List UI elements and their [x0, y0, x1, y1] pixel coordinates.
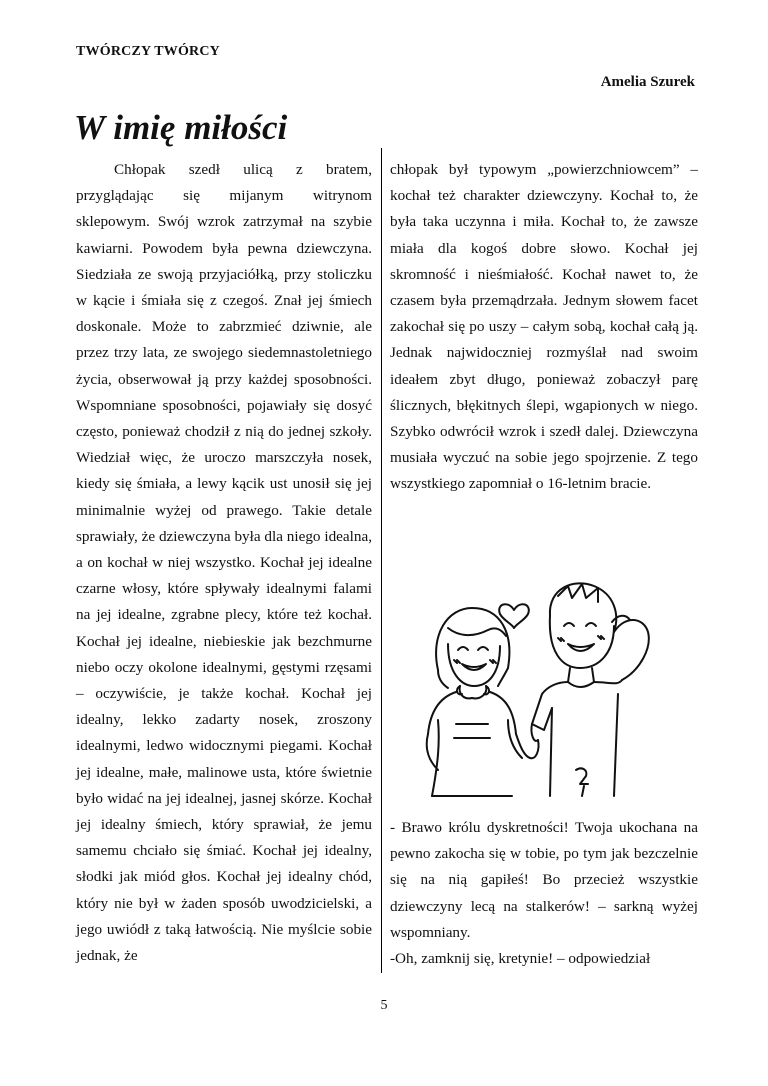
column-divider [381, 148, 382, 973]
right-column-top [390, 157, 698, 498]
dialogue-line-2: -Oh, zamknij się, kretynie! – odpowiedział [390, 950, 651, 968]
right-column-paragraph: chłopak był typowym „powierzchniowcem” – kochał też charakter dziewczyny. Kochał to, że była taka uczynna i miła. Kochał to, że zawsze miała dla kogoś dobre słowo. Kochał jej skromność i nieśmiałość. Kochał nawet to, że czasem była przemądrzała. Jednym słowem facet zakochał się po uszy – całym sobą, kochał całą ją. Jednak najwidoczniej rozmyślał nad swoim ideałem zbyt długo, ponieważ zobaczył parę ślicznych, błękitnych ślepi, wgapionych w niego. Szybko odwrócił wzrok i szedł dalej. Dziewczyna musiała wyczuć na sobie jego spojrzenie. Z tego wszystkiego zapomniał o 16-letnim bracie. [390, 161, 698, 493]
couple-illustration-icon [408, 574, 668, 802]
left-column [76, 157, 372, 969]
author-name: Amelia Szurek [600, 74, 695, 90]
page-number: 5 [380, 998, 388, 1013]
dialogue-line-1: - Brawo królu dyskretności! Twoja ukochana na pewno zakocha się w tobie, po tym jak bezczelnie się na nią gapiłeś! Bo przecież wszystkie dziewczyny lecą na stalkerów! – sarkną wyżej wspomniany. [390, 819, 698, 941]
left-column-paragraph: Chłopak szedł ulicą z bratem, przyglądając się mijanym witrynom sklepowym. Swój wzrok zatrzymał na szybie kawiarni. Powodem była pewna dziewczyna. Siedziała ze swoją przyjaciółką, przy stoliczku w kącie i śmiała się z czegoś. Znał jej śmiech doskonale. Może to zabrzmieć dziwnie, ale przez trzy lata, ze swojego siedemnastoletniego życia, obserwował ją przy każdej sposobności. Wspomniane sposobności, pojawiały się dosyć często, ponieważ chodził z nią do jednej szkoły. Wiedział więc, że uroczo marszczyła nosek, kiedy się śmiała, a lewy kącik ust unosił się jej minimalnie wyżej od prawego. Takie detale sprawiały, że dziewczyna była dla niego idealna, a on kochał w niej wszystko. Kochał jej idealne czarne włosy, które spływały idealnymi falami na jej idealne, zgrabne plecy, które też kochał. Kochał jej idealne, niebieskie jak bezchmurne niebo oczy okolone idealnymi, gęstymi rzęsami – oczywiście, je także kochał. Kochał jej idealny, lekko zadarty nosek, zroszony idealnymi, ledwo widocznymi piegami. Kochał jej idealne, małe, malinowe usta, które świetnie było widać na jej idealnej, jasnej skórze. Kochał jej idealny śmiech, który sprawiał, że jemu samemu chciało się śmiać. Kochał jej idealny, słodki jak miód głos. Kochał jej idealny chód, który nie był w żaden sposób uwodzicielski, a jego uwiódł z taką łatwością. Nie myślcie sobie jednak, że [76, 161, 372, 965]
right-column-bottom [390, 815, 698, 972]
section-label: TWÓRCZY TWÓRCY [76, 44, 220, 59]
article-title: W imię miłości [74, 108, 288, 147]
